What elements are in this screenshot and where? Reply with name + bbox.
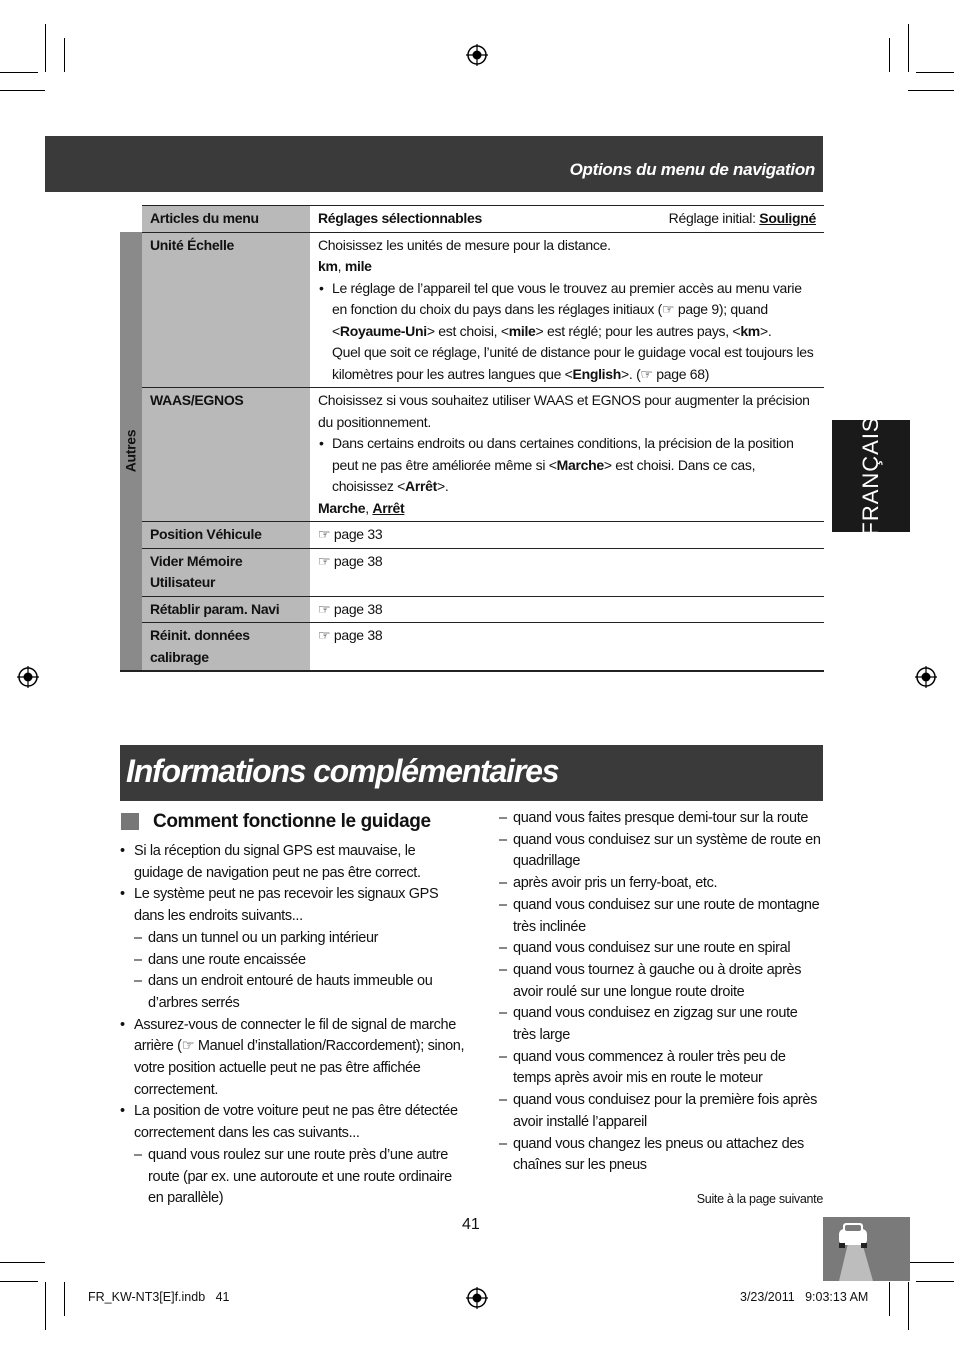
registration-mark-icon xyxy=(466,1287,488,1309)
option-km: km xyxy=(318,258,338,274)
option-mile: mile xyxy=(344,258,372,274)
table-row xyxy=(120,232,824,388)
setting-options xyxy=(318,256,816,278)
menu-item: Rétablir param. Navi xyxy=(142,596,310,623)
setting-description: Choisissez si vous souhaitez utiliser WAAS et EGNOS pour augmenter la précision du positionnement. xyxy=(318,392,810,430)
menu-item: WAAS/EGNOS xyxy=(142,388,310,522)
note-text: >. (☞ page 68) xyxy=(621,365,710,382)
left-column xyxy=(120,841,465,1210)
note-text: >. xyxy=(759,322,772,339)
crop-mark xyxy=(45,1282,46,1330)
option-on: Marche xyxy=(318,499,366,516)
table-row xyxy=(120,596,824,623)
dash-item: – dans une route encaissée xyxy=(120,950,465,972)
dash-item: – quand vous changez les pneus ou attachez des chaînes sur les pneus xyxy=(499,1134,822,1177)
main-title-band xyxy=(120,745,823,801)
table-row xyxy=(120,623,824,672)
section-heading: Comment fonctionne le guidage xyxy=(153,811,431,832)
crop-mark xyxy=(916,1281,954,1282)
footer-timestamp: 3/23/2011 9:03:13 AM xyxy=(740,1290,869,1304)
crop-mark xyxy=(0,1262,45,1263)
note-bold: Arrêt xyxy=(405,478,438,494)
section-header-band xyxy=(45,136,823,192)
note-bold: Royaume-Uni xyxy=(339,322,427,339)
dash-item: – dans un tunnel ou un parking intérieur xyxy=(120,928,465,950)
dash-item: – quand vous conduisez en zigzag sur une route très large xyxy=(499,1003,822,1046)
crop-mark xyxy=(0,90,45,91)
car-road-icon xyxy=(823,1217,910,1281)
crop-mark xyxy=(889,38,890,72)
page-number: 41 xyxy=(462,1216,480,1233)
initial-setting-value: Souligné xyxy=(759,210,816,226)
dash-item: – quand vous conduisez pour la première fois après avoir installé l’appareil xyxy=(499,1090,822,1133)
initial-setting-prefix: Réglage initial: xyxy=(668,210,760,226)
menu-setting xyxy=(310,388,824,522)
note-bold: English xyxy=(572,365,622,382)
dash-item: – dans un endroit entouré de hauts immeuble ou d’arbres serrés xyxy=(120,971,465,1014)
crop-mark xyxy=(908,24,909,72)
note-text: Le réglage de l’appareil tel que vous le trouvez au premier accès au menu varie en fonction du choix du pays dans les réglages initiaux (☞ page 9); quand < xyxy=(332,279,802,339)
dash-item: – quand vous conduisez sur une route en spiral xyxy=(499,938,822,960)
option-off: Arrêt xyxy=(372,499,405,516)
continued-note: Suite à la page suivante xyxy=(696,1192,823,1206)
crop-mark xyxy=(45,24,46,72)
menu-setting xyxy=(310,232,824,388)
bullet-item: • Si la réception du signal GPS est mauvaise, le guidage de navigation peut ne pas être correct. xyxy=(120,841,465,884)
crop-mark xyxy=(0,72,38,73)
registration-mark-icon xyxy=(915,666,937,688)
dash-item: – quand vous commencez à rouler très peu de temps après avoir mis en route le moteur xyxy=(499,1047,822,1090)
dash-item: – quand vous conduisez sur une route de montagne très inclinée xyxy=(499,895,822,938)
dash-item: – quand vous roulez sur une route près d’une autre route (par ex. une autoroute et une route ordinaire en parallèle) xyxy=(120,1145,465,1210)
table-row xyxy=(120,548,824,596)
note-bold: mile xyxy=(508,322,536,339)
language-tab xyxy=(832,416,910,536)
car-road-icon-graphic xyxy=(823,1217,910,1281)
note-bullet xyxy=(332,433,816,498)
side-category xyxy=(120,232,142,671)
main-title: Informations complémentaires xyxy=(126,753,559,789)
crop-mark xyxy=(889,1282,890,1316)
table-header-settings xyxy=(310,206,824,233)
menu-setting-ref: ☞ page 33 xyxy=(310,522,824,549)
setting-options xyxy=(318,498,816,520)
side-category-label: Autres xyxy=(122,429,139,473)
crop-mark xyxy=(0,1281,38,1282)
registration-mark-icon xyxy=(17,666,39,688)
setting-description: Choisissez les unités de mesure pour la distance. xyxy=(318,236,611,253)
table-corner xyxy=(120,206,142,233)
initial-setting-note xyxy=(669,208,816,230)
note-text: >. xyxy=(437,478,449,494)
right-column xyxy=(499,808,822,1177)
menu-item: Unité Échelle xyxy=(142,232,310,388)
setting-notes xyxy=(318,278,816,343)
table-header-item: Articles du menu xyxy=(142,206,310,233)
crop-mark xyxy=(908,90,954,91)
table-header-row xyxy=(120,206,824,233)
crop-mark xyxy=(908,1262,954,1263)
bullet-item: • Le système peut ne pas recevoir les signaux GPS dans les endroits suivants... xyxy=(120,884,465,927)
footer-file: FR_KW-NT3[E]f.indb 41 xyxy=(88,1290,230,1304)
menu-setting-ref: ☞ page 38 xyxy=(310,548,824,596)
note-continuation xyxy=(318,342,816,385)
registration-mark-icon xyxy=(466,44,488,66)
bullet-item: • Assurez-vous de connecter le fil de signal de marche arrière (☞ Manuel d’installation/Raccordement); sinon, votre position actuelle peut ne pas être affichée correctement. xyxy=(120,1015,465,1102)
menu-item: Position Véhicule xyxy=(142,522,310,549)
language-tab-label: FRANÇAIS xyxy=(858,416,883,536)
note-text: > est choisi, < xyxy=(426,322,509,339)
crop-mark xyxy=(64,38,65,72)
menu-setting-ref: ☞ page 38 xyxy=(310,623,824,672)
note-text: Dans certains endroits ou dans certaines conditions, la précision de la position peut ne pas être améliorée même si < xyxy=(332,435,794,473)
setting-notes xyxy=(318,433,816,498)
dash-item: – quand vous tournez à gauche ou à droite après avoir roulé sur une longue route droite xyxy=(499,960,822,1003)
menu-item: Vider Mémoire Utilisateur xyxy=(142,548,310,596)
bullet-item: • La position de votre voiture peut ne pas être détectée correctement dans les cas suivants... xyxy=(120,1101,465,1144)
option-separator: , xyxy=(337,258,345,274)
note-bullet xyxy=(332,278,816,343)
table-header-settings-label: Réglages sélectionnables xyxy=(318,210,482,226)
crop-mark xyxy=(908,1282,909,1330)
note-bold: km xyxy=(740,322,760,339)
option-separator: , xyxy=(365,499,373,516)
dash-item: – après avoir pris un ferry-boat, etc. xyxy=(499,873,822,895)
note-bold: Marche xyxy=(556,456,604,473)
note-text: Quel que soit ce réglage, l’unité de distance pour le guidage vocal est toujours les kilomètres pour les autres langues que < xyxy=(332,344,814,382)
dash-item: – quand vous faites presque demi-tour sur la route xyxy=(499,808,822,830)
crop-mark xyxy=(64,1282,65,1316)
menu-options-table xyxy=(120,205,824,672)
crop-mark xyxy=(916,72,954,73)
note-text: > est choisi. Dans ce cas, choisissez < xyxy=(332,456,756,494)
table-row xyxy=(120,522,824,549)
dash-item: – quand vous conduisez sur un système de route en quadrillage xyxy=(499,830,822,873)
note-text: > est réglé; pour les autres pays, < xyxy=(535,322,741,339)
menu-setting-ref: ☞ page 38 xyxy=(310,596,824,623)
menu-item: Réinit. données calibrage xyxy=(142,623,310,672)
section-header-title: Options du menu de navigation xyxy=(569,160,815,179)
section-marker-icon xyxy=(121,813,139,830)
table-row xyxy=(120,388,824,522)
